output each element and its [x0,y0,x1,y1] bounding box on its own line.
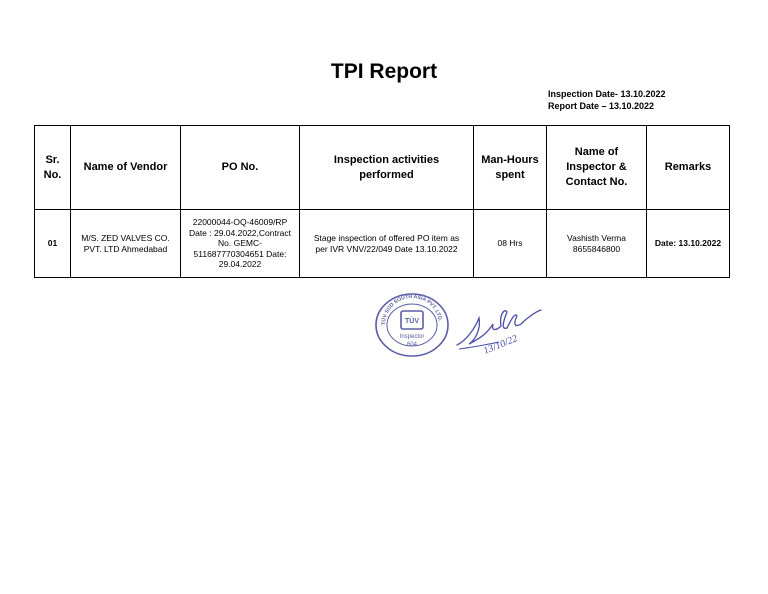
report-table [34,125,730,278]
inspector-signature [455,300,545,360]
table-header-row [35,126,730,210]
cell-vendor: M/S. ZED VALVES CO. PVT. LTD Ahmedabad [71,210,181,278]
header-man-hours: Man-Hours spent [474,126,547,210]
cell-activities: Stage inspection of offered PO item as per IVR VNV/22/049 Date 13.10.2022 [300,210,474,278]
header-remarks: Remarks [647,126,730,210]
stamp-label: Inspector [399,334,425,340]
signature-date: 13/10/22 [482,333,520,357]
cell-remarks: Date: 13.10.2022 [647,210,730,278]
stamp-logo-text: TÜV [405,318,419,325]
cell-sr-no: 01 [35,210,71,278]
table-row [35,210,730,278]
header-vendor: Name of Vendor [71,126,181,210]
stamp-number: 604 [406,342,418,348]
cell-po-no: 22000044-OQ-46009/RP Date : 29.04.2022,Contract No. GEMC- 511687770304651 Date: 29.04.2022 [181,210,300,278]
cell-inspector: Vashisth Verma 8655846800 [547,210,647,278]
header-inspector: Name of Inspector & Contact No. [547,126,647,210]
header-sr-no: Sr. No. [35,126,71,210]
stamp-ring-text: TÜV SÜD SOUTH ASIA PVT. LTD. [380,293,443,326]
report-title: TPI Report [330,60,438,83]
header-activities: Inspection activities performed [300,126,474,210]
inspection-date: Inspection Date- 13.10.2022 [548,89,666,99]
inspector-stamp [373,292,451,358]
report-date: Report Date – 13.10.2022 [548,101,655,111]
cell-man-hours: 08 Hrs [474,210,547,278]
header-po-no: PO No. [181,126,300,210]
report-dates [548,88,666,112]
